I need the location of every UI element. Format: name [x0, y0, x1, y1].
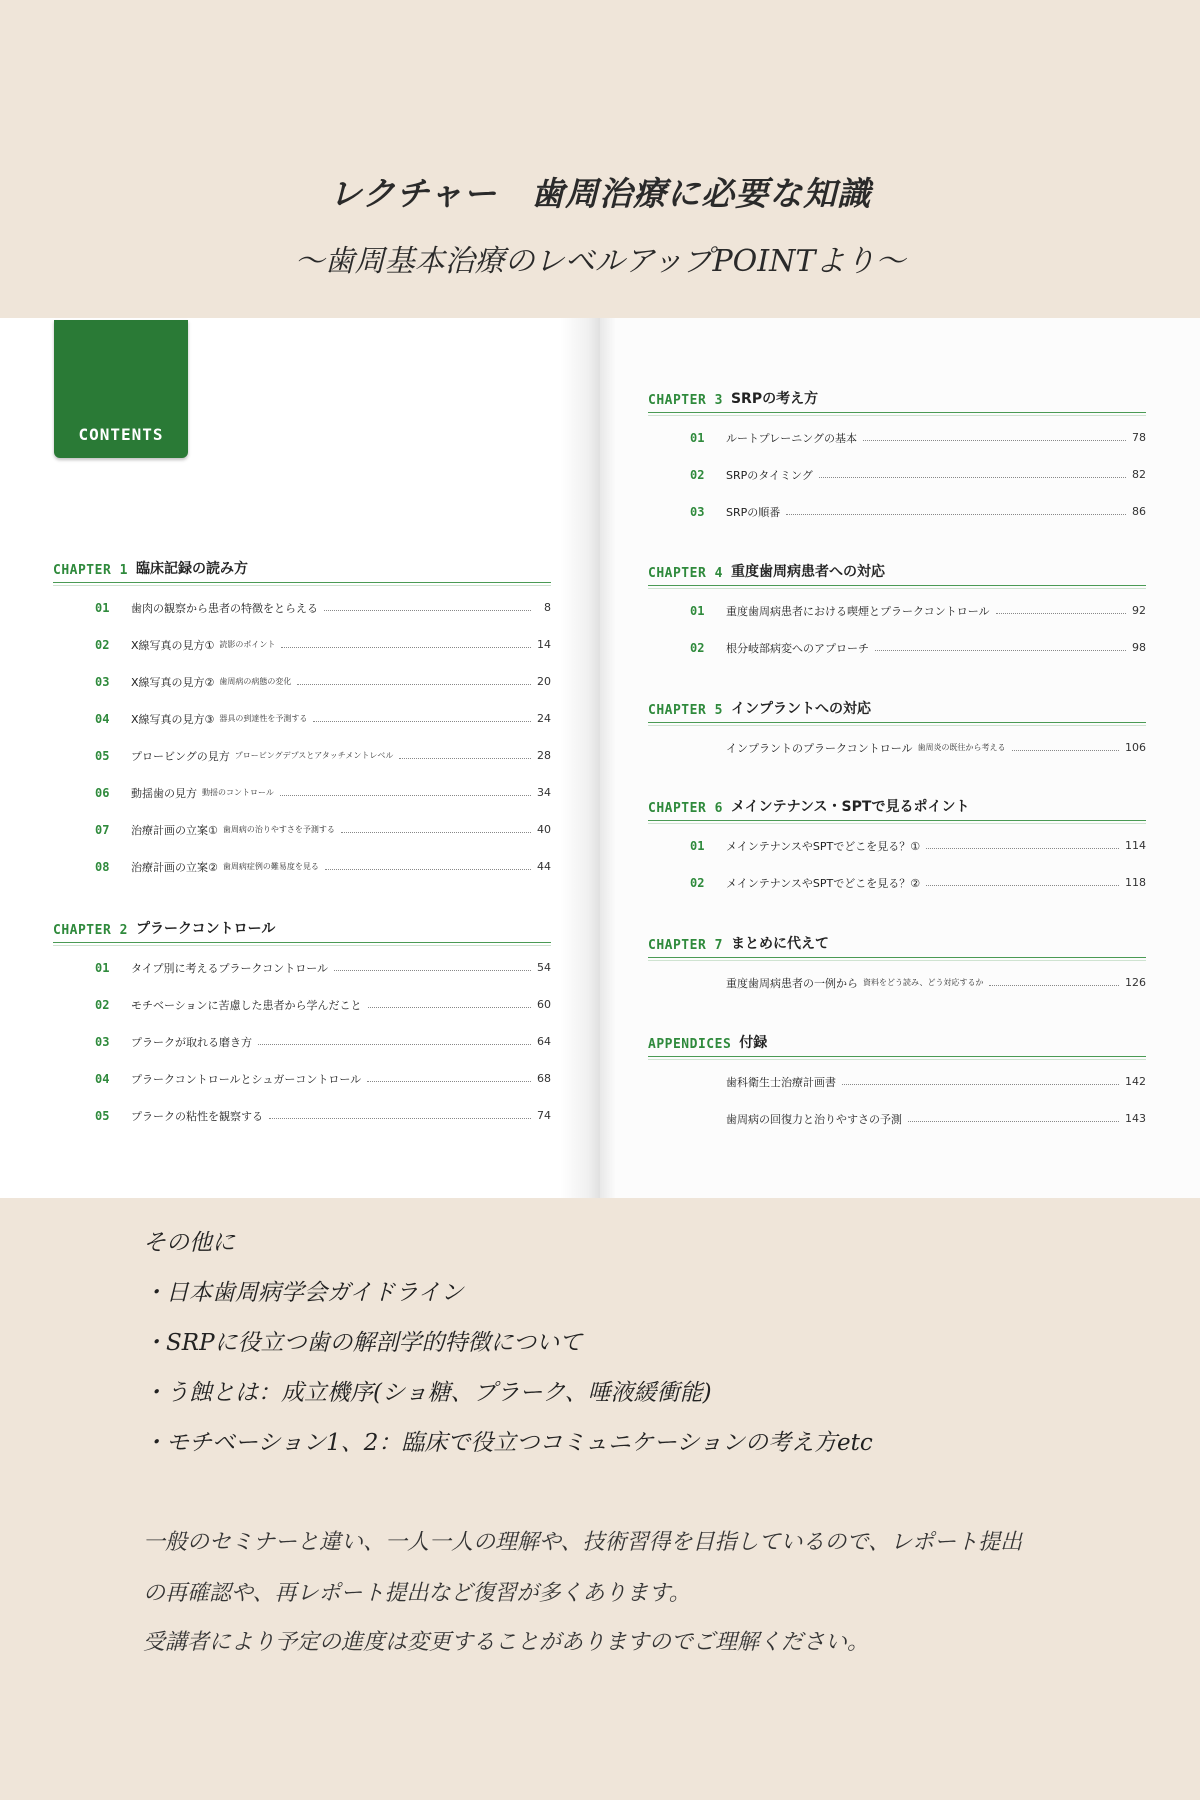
chapter-entries: [690, 419, 1146, 530]
chapter-heading: [648, 561, 1146, 586]
chapter-entries: [726, 729, 1146, 766]
footer-line: ・モチベーション1、2：臨床で役立つコミュニケーションの考え方etc: [143, 1430, 873, 1456]
entry-title: X線写真の見方②: [131, 675, 215, 689]
entry-title: インプラントのプラークコントロール: [726, 741, 913, 755]
entry-page-number: 54: [537, 961, 551, 974]
entry-number: 02: [690, 875, 705, 890]
dot-leader: [908, 1121, 1119, 1122]
dot-leader: [926, 848, 1119, 849]
footer-line: ・SRPに役立つ歯の解剖学的特徴について: [143, 1330, 583, 1356]
toc-entry: [95, 589, 551, 626]
chapter-entries: [690, 827, 1146, 901]
toc-entry: [690, 864, 1146, 901]
dot-leader: [341, 832, 531, 833]
dot-leader: [367, 1081, 531, 1082]
entry-number: 02: [95, 637, 110, 652]
entry-number: 05: [95, 1108, 110, 1123]
entry-page-number: 8: [544, 601, 551, 614]
entry-title: モチベーションに苦慮した患者から学んだこと: [131, 998, 362, 1012]
entry-subtitle: プロービングデプスとアタッチメントレベル: [234, 751, 394, 760]
entry-number: 05: [95, 748, 110, 763]
toc-entry: [95, 949, 551, 986]
chapter-heading: [648, 1032, 1146, 1057]
chapter-title: 付録: [739, 1035, 768, 1051]
chapter-title: まとめに代えて: [730, 936, 829, 952]
entry-title: 動揺歯の見方: [131, 786, 197, 800]
toc-entry: [95, 1097, 551, 1134]
entry-page-number: 44: [537, 860, 551, 873]
entry-page-number: 106: [1125, 741, 1146, 754]
toc-entry: [95, 626, 551, 663]
entry-title: SRPのタイミング: [726, 468, 813, 482]
entry-number: 01: [690, 430, 705, 445]
entry-page-number: 118: [1125, 876, 1146, 889]
entry-title: 歯周病の回復力と治りやすさの予測: [726, 1112, 902, 1126]
entry-subtitle: 歯周病症例の難易度を見る: [222, 862, 319, 871]
chapter-title: SRPの考え方: [730, 391, 819, 407]
chapter-title: 重度歯周病患者への対応: [730, 564, 885, 580]
toc-entry: [95, 1023, 551, 1060]
footer-line: その他に: [143, 1230, 235, 1256]
entry-page-number: 86: [1132, 505, 1146, 518]
dot-leader: [269, 1118, 531, 1119]
dot-leader: [313, 721, 531, 722]
entry-number: 01: [690, 603, 705, 618]
toc-entry: [690, 493, 1146, 530]
entry-number: 08: [95, 859, 110, 874]
dot-leader: [324, 610, 531, 611]
dot-leader: [297, 684, 531, 685]
dot-leader: [926, 885, 1119, 886]
toc-entry: [690, 1063, 1146, 1100]
entry-subtitle: 歯周炎の既往から考える: [917, 743, 1006, 752]
chapter-entries: [690, 592, 1146, 666]
entry-subtitle: 器具の到達性を予測する: [219, 714, 308, 723]
entry-number: 01: [690, 838, 705, 853]
entry-title: X線写真の見方③: [131, 712, 215, 726]
dot-leader: [786, 514, 1126, 515]
entry-page-number: 24: [537, 712, 551, 725]
dot-leader: [368, 1007, 531, 1008]
entry-page-number: 68: [537, 1072, 551, 1085]
entry-number: 01: [95, 960, 110, 975]
entry-title: 歯肉の観察から患者の特徴をとらえる: [131, 601, 318, 615]
toc-entry: [690, 629, 1146, 666]
chapter-label: APPENDICES: [648, 1037, 732, 1052]
entry-title: 重度歯周病患者の一例から: [726, 976, 858, 990]
chapter-heading: [648, 796, 1146, 821]
footer: [0, 1198, 1200, 1800]
entry-title: ルートプレーニングの基本: [726, 431, 858, 445]
entry-page-number: 114: [1125, 839, 1146, 852]
toc-entry: [95, 663, 551, 700]
entry-number: 02: [690, 467, 705, 482]
entry-subtitle: 動揺のコントロール: [202, 788, 274, 797]
toc-entry: [95, 774, 551, 811]
entry-number: 03: [95, 1034, 110, 1049]
entry-page-number: 126: [1125, 976, 1146, 989]
toc-entry: [690, 729, 1146, 766]
header: [0, 0, 1200, 318]
dot-leader: [819, 477, 1126, 478]
chapter-title: プラークコントロール: [135, 921, 276, 937]
toc-entry: [690, 827, 1146, 864]
chapter-label: CHAPTER 5: [648, 703, 723, 718]
entry-page-number: 20: [537, 675, 551, 688]
book-gutter-shadow: [560, 318, 600, 1198]
entry-subtitle: 資料をどう読み、どう対応するか: [863, 978, 984, 987]
dot-leader: [989, 985, 1119, 986]
chapter-heading: [53, 918, 551, 943]
toc-entry: [690, 964, 1146, 1001]
toc-entry: [95, 848, 551, 885]
right-page: [600, 318, 1200, 1198]
toc-entry: [690, 419, 1146, 456]
dot-leader: [258, 1044, 531, 1045]
entry-page-number: 142: [1125, 1075, 1146, 1088]
chapter-section: [648, 698, 1146, 766]
chapter-section: [648, 561, 1146, 666]
book-gutter-shadow-right: [600, 318, 616, 1198]
chapter-entries: [726, 1063, 1146, 1137]
chapter-entries: [95, 949, 551, 1134]
chapter-label: CHAPTER 6: [648, 801, 723, 816]
chapter-title: 臨床記録の読み方: [135, 561, 248, 577]
contents-tab: [54, 320, 188, 458]
entry-number: 01: [95, 600, 110, 615]
entry-title: 根分岐部病変へのアプローチ: [726, 641, 869, 655]
page-subtitle: ～歯周基本治療のレベルアップPOINTより～: [294, 244, 906, 279]
entry-page-number: 78: [1132, 431, 1146, 444]
footer-paragraph-line: の再確認や、再レポート提出など復習が多くあります。: [143, 1581, 691, 1606]
entry-page-number: 82: [1132, 468, 1146, 481]
dot-leader: [399, 758, 531, 759]
footer-paragraph-line: 受講者により予定の進度は変更することがありますのでご理解ください。: [143, 1630, 870, 1655]
entry-page-number: 143: [1125, 1112, 1146, 1125]
entry-title: メインテナンスやSPTでどこを見る？①: [726, 839, 921, 853]
entry-title: タイプ別に考えるプラークコントロール: [131, 961, 329, 975]
entry-subtitle: 歯周病の病態の変化: [219, 677, 292, 686]
chapter-heading: [648, 933, 1146, 958]
chapter-section: [53, 918, 551, 1134]
dot-leader: [325, 869, 531, 870]
dot-leader: [1012, 750, 1119, 751]
entry-title: X線写真の見方①: [131, 638, 215, 652]
entry-page-number: 64: [537, 1035, 551, 1048]
chapter-heading: [648, 388, 1146, 413]
footer-line: ・う蝕とは：成立機序(ショ糖、プラーク、唾液緩衝能): [143, 1380, 712, 1406]
entry-number: 03: [95, 674, 110, 689]
chapter-label: CHAPTER 1: [53, 563, 128, 578]
footer-line: ・日本歯周病学会ガイドライン: [143, 1280, 464, 1306]
chapter-label: CHAPTER 3: [648, 393, 723, 408]
dot-leader: [334, 970, 531, 971]
chapter-section: [53, 558, 551, 885]
toc-entry: [95, 737, 551, 774]
dot-leader: [842, 1084, 1119, 1085]
entry-page-number: 28: [537, 749, 551, 762]
chapter-heading: [648, 698, 1146, 723]
contents-label: CONTENTS: [78, 425, 164, 444]
chapter-title: インプラントへの対応: [730, 701, 871, 717]
chapter-section: [648, 933, 1146, 1001]
chapter-heading: [53, 558, 551, 583]
entry-title: 歯科衛生士治療計画書: [726, 1075, 836, 1089]
entry-title: 治療計画の立案②: [131, 860, 218, 874]
dot-leader: [875, 650, 1126, 651]
entry-page-number: 34: [537, 786, 551, 799]
entry-number: 06: [95, 785, 110, 800]
entry-title: プロービングの見方: [131, 749, 230, 763]
entry-page-number: 40: [537, 823, 551, 836]
entry-title: プラークの粘性を観察する: [131, 1109, 263, 1123]
chapter-title: メインテナンス・SPTで見るポイント: [730, 799, 970, 815]
chapter-label: CHAPTER 7: [648, 938, 723, 953]
chapter-section: [648, 388, 1146, 530]
toc-entry: [95, 986, 551, 1023]
contents-spread-image: [0, 318, 1200, 1198]
toc-entry: [690, 592, 1146, 629]
chapter-entries: [726, 964, 1146, 1001]
entry-subtitle: 歯周病の治りやすさを予測する: [222, 825, 335, 834]
toc-entry: [95, 811, 551, 848]
chapter-section: [648, 1032, 1146, 1137]
entry-title: SRPの順番: [726, 505, 781, 519]
page-title: レクチャー 歯周治療に必要な知識: [328, 174, 872, 213]
entry-page-number: 60: [537, 998, 551, 1011]
chapter-entries: [95, 589, 551, 885]
entry-title: 重度歯周病患者における喫煙とプラークコントロール: [726, 604, 990, 618]
chapter-section: [648, 796, 1146, 901]
toc-entry: [95, 1060, 551, 1097]
entry-title: メインテナンスやSPTでどこを見る？②: [726, 876, 921, 890]
entry-page-number: 74: [537, 1109, 551, 1122]
entry-subtitle: 読影のポイント: [219, 640, 276, 649]
entry-page-number: 14: [537, 638, 551, 651]
dot-leader: [863, 440, 1126, 441]
entry-number: 03: [690, 504, 705, 519]
entry-number: 04: [95, 711, 110, 726]
left-page: [0, 318, 600, 1198]
entry-title: プラークコントロールとシュガーコントロール: [131, 1072, 362, 1086]
entry-number: 04: [95, 1071, 110, 1086]
chapter-label: CHAPTER 2: [53, 923, 128, 938]
dot-leader: [281, 647, 531, 648]
entry-number: 07: [95, 822, 110, 837]
entry-number: 02: [95, 997, 110, 1012]
entry-page-number: 92: [1132, 604, 1146, 617]
dot-leader: [280, 795, 531, 796]
toc-entry: [690, 456, 1146, 493]
chapter-label: CHAPTER 4: [648, 566, 723, 581]
entry-page-number: 98: [1132, 641, 1146, 654]
entry-title: プラークが取れる磨き方: [131, 1035, 252, 1049]
entry-number: 02: [690, 640, 705, 655]
dot-leader: [996, 613, 1126, 614]
entry-title: 治療計画の立案①: [131, 823, 218, 837]
toc-entry: [95, 700, 551, 737]
footer-paragraph-line: 一般のセミナーと違い、一人一人の理解や、技術習得を目指しているので、レポート提出: [143, 1530, 1023, 1555]
toc-entry: [690, 1100, 1146, 1137]
